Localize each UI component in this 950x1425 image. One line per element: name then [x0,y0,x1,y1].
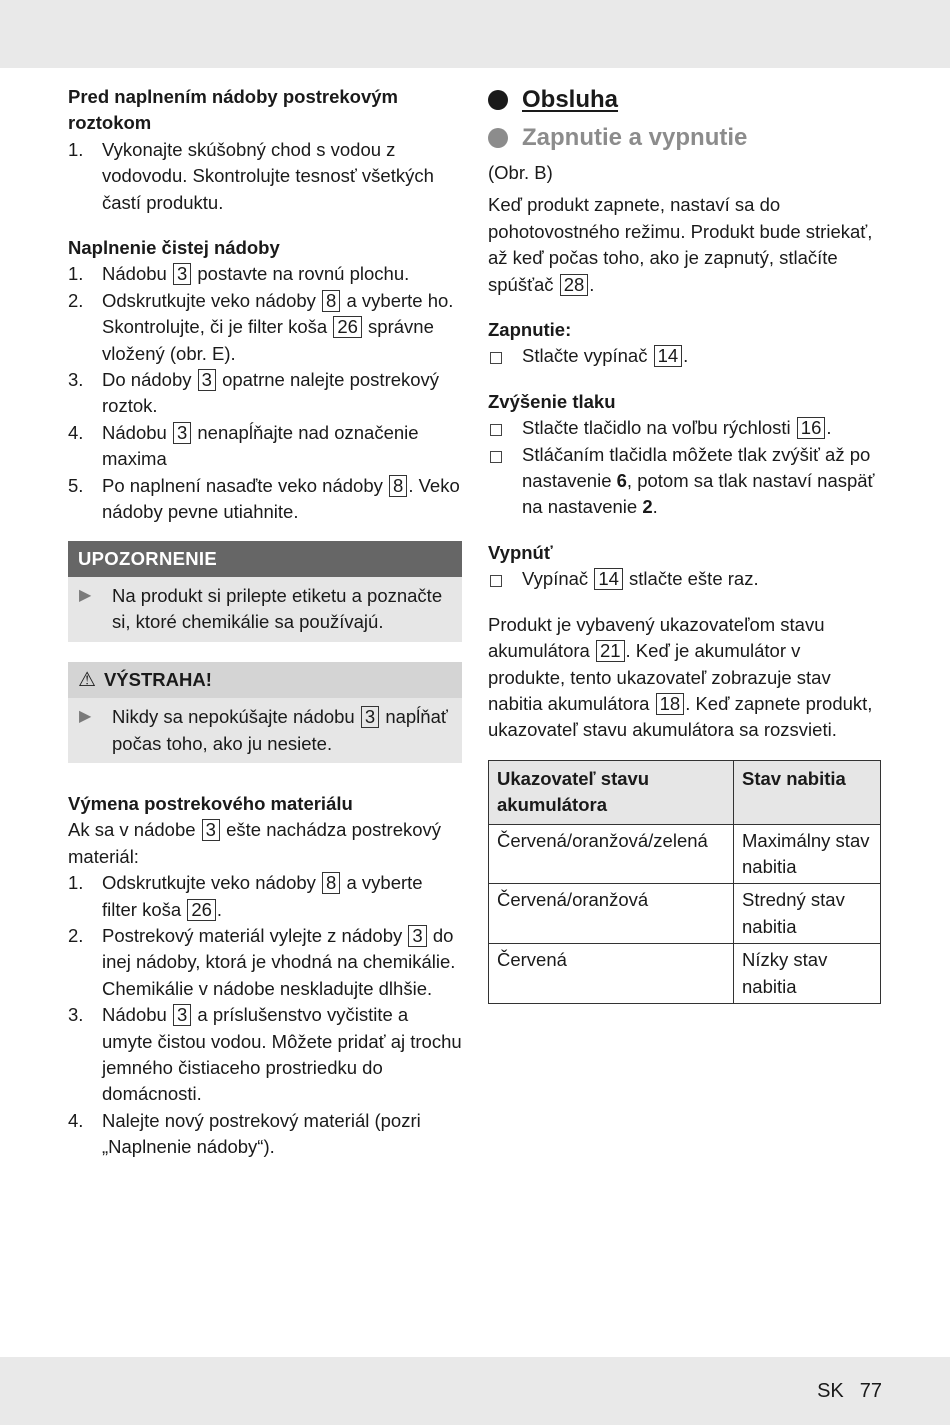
bullet-dot-icon [488,128,508,148]
part-ref: 16 [797,417,826,439]
intro-paragraph: Keď produkt zapnete, nastaví sa do pohotovostného režimu. Produkt bude striekať, až keď počas toho, ako je zapnutý, stlačíte spúšťač 28 . [488,194,873,295]
part-ref: 3 [408,925,426,947]
part-ref: 3 [173,263,191,285]
page-number: 77 [859,1380,882,1402]
table-header-row [489,760,881,824]
part-ref: 18 [656,693,685,715]
table-header: Stav nabitia [734,760,881,824]
right-column [488,84,882,1004]
table-row [489,884,881,944]
language-code: SK [817,1380,844,1402]
table-cell: Stredný stav nabitia [734,884,881,944]
warning-text: Nikdy sa nepokúšajte nádobu 3 napĺňať počas toho, ako ju nesiete. [112,706,448,754]
warning-title: VÝSTRAHA! [103,668,212,690]
heading-before-filling: Pred naplnením nádoby postrekovým roztokom [68,86,398,134]
steps-fill-clean [68,261,462,525]
battery-status-table [488,760,881,1004]
left-column [68,84,462,1161]
replace-intro: Ak sa v nádobe 3 ešte nachádza postrekový materiál: [68,819,442,867]
part-ref: 3 [173,1004,191,1026]
list-item: Stlačte tlačidlo na voľbu rýchlosti 16 . [488,415,882,441]
list-item: 3. Nádobu 3 a príslušenstvo vyčistite a umyte čistou vodou. Môžete pridať aj trochu jemného čistiaceho prostriedku do domácnosti. [68,1004,462,1105]
list-item: 1. Odskrutkujte veko nádoby 8 a vyberte filter koša 26 . [68,872,423,920]
part-ref: 14 [654,345,683,367]
part-ref: 3 [361,706,379,728]
section-heading-on-off: Zapnutie a vypnutie [488,122,882,154]
list-item: Stlačte vypínač 14 . [488,343,882,369]
notice-text: Na produkt si prilepte etiketu a poznačte si, ktoré chemikálie sa používajú. [112,584,443,633]
figure-ref: (Obr. B) [488,162,553,183]
checkbox-icon [490,352,502,364]
table-cell: Červená/oranžová [489,884,734,944]
list-item: 1. Nádobu 3 postavte na rovnú plochu. [68,263,410,285]
part-ref: 14 [594,568,623,590]
checkbox-icon [490,575,502,587]
heading-switch-on: Zapnutie: [488,319,572,341]
list-item: Vypínač 14 stlačte ešte raz. [488,566,882,592]
notice-box [68,541,462,642]
section-heading-operation: Obsluha [488,84,882,116]
part-ref: 3 [202,819,220,841]
table-cell: Červená/oranžová/zelená [489,824,734,884]
heading-replace-material: Výmena postrekového materiálu [68,792,353,814]
list-item: 2. Postrekový materiál vylejte z nádoby 3 do inej nádoby, ktorá je vhodná na chemikálie. Chemikálie v nádobe neskladujte dlhšie. [68,924,456,999]
part-ref: 8 [389,475,407,497]
heading-switch-off: Vypnúť [488,541,553,563]
list-item: 5. Po naplnení nasaďte veko nádoby 8 . Veko nádoby pevne utiahnite. [68,474,460,523]
checkbox-icon [490,451,502,463]
part-ref: 21 [596,640,625,662]
heading-fill-clean: Naplnenie čistej nádoby [68,237,280,259]
warning-box [68,662,462,763]
table-header: Ukazovateľ stavu akumulátora [489,760,734,824]
part-ref: 3 [198,369,216,391]
list-item: 3. Do nádoby 3 opatrne nalejte postrekový roztok. [68,369,440,417]
list-item: 2. Odskrutkujte veko nádoby 8 a vyberte ho. Skontrolujte, či je filter koša 26 správne vložený (obr. E). [68,289,454,364]
part-ref: 26 [187,899,216,921]
steps-replace-material [68,870,462,1160]
arrow-right-icon: ▶ [79,708,92,726]
heading-increase-pressure: Zvýšenie tlaku [488,390,616,412]
part-ref: 8 [322,290,340,312]
checkbox-icon [490,424,502,436]
list-item: 1. Vykonajte skúšobný chod s vodou z vodovodu. Skontrolujte tesnosť všetkých častí produktu. [68,138,434,213]
part-ref: 8 [322,872,340,894]
table-cell: Nízky stav nabitia [734,944,881,1004]
table-row [489,824,881,884]
steps-before-filling [68,137,462,216]
table-cell: Maximálny stav nabitia [734,824,881,884]
arrow-right-icon: ▶ [79,586,92,604]
page-footer [801,1378,882,1404]
list-item: 4. Nádobu 3 nenapĺňajte nad označenie maxima [68,421,419,470]
warning-triangle-icon: ⚠ [78,668,96,691]
bullet-dot-icon [488,90,508,110]
battery-paragraph: Produkt je vybavený ukazovateľom stavu akumulátora 21 . Keď je akumulátor v produkte, tento ukazovateľ zobrazuje stav nabitia akumulátora 18 . Keď zapnete produkt, ukazovateľ stavu akumulátora sa rozsvieti. [488,613,873,741]
notice-title: UPOZORNENIE [68,541,462,577]
list-item: 4. Nalejte nový postrekový materiál (pozri „Naplnenie nádoby“). [68,1109,421,1158]
table-cell: Červená [489,944,734,1004]
part-ref: 3 [173,422,191,444]
header-bar [0,0,950,68]
part-ref: 28 [560,274,589,296]
table-row [489,944,881,1004]
list-item: Stláčaním tlačidla môžete tlak zvýšiť až po nastavenie 6, potom sa tlak nastaví naspäť na nastavenie 2. [488,442,882,521]
part-ref: 26 [333,316,362,338]
